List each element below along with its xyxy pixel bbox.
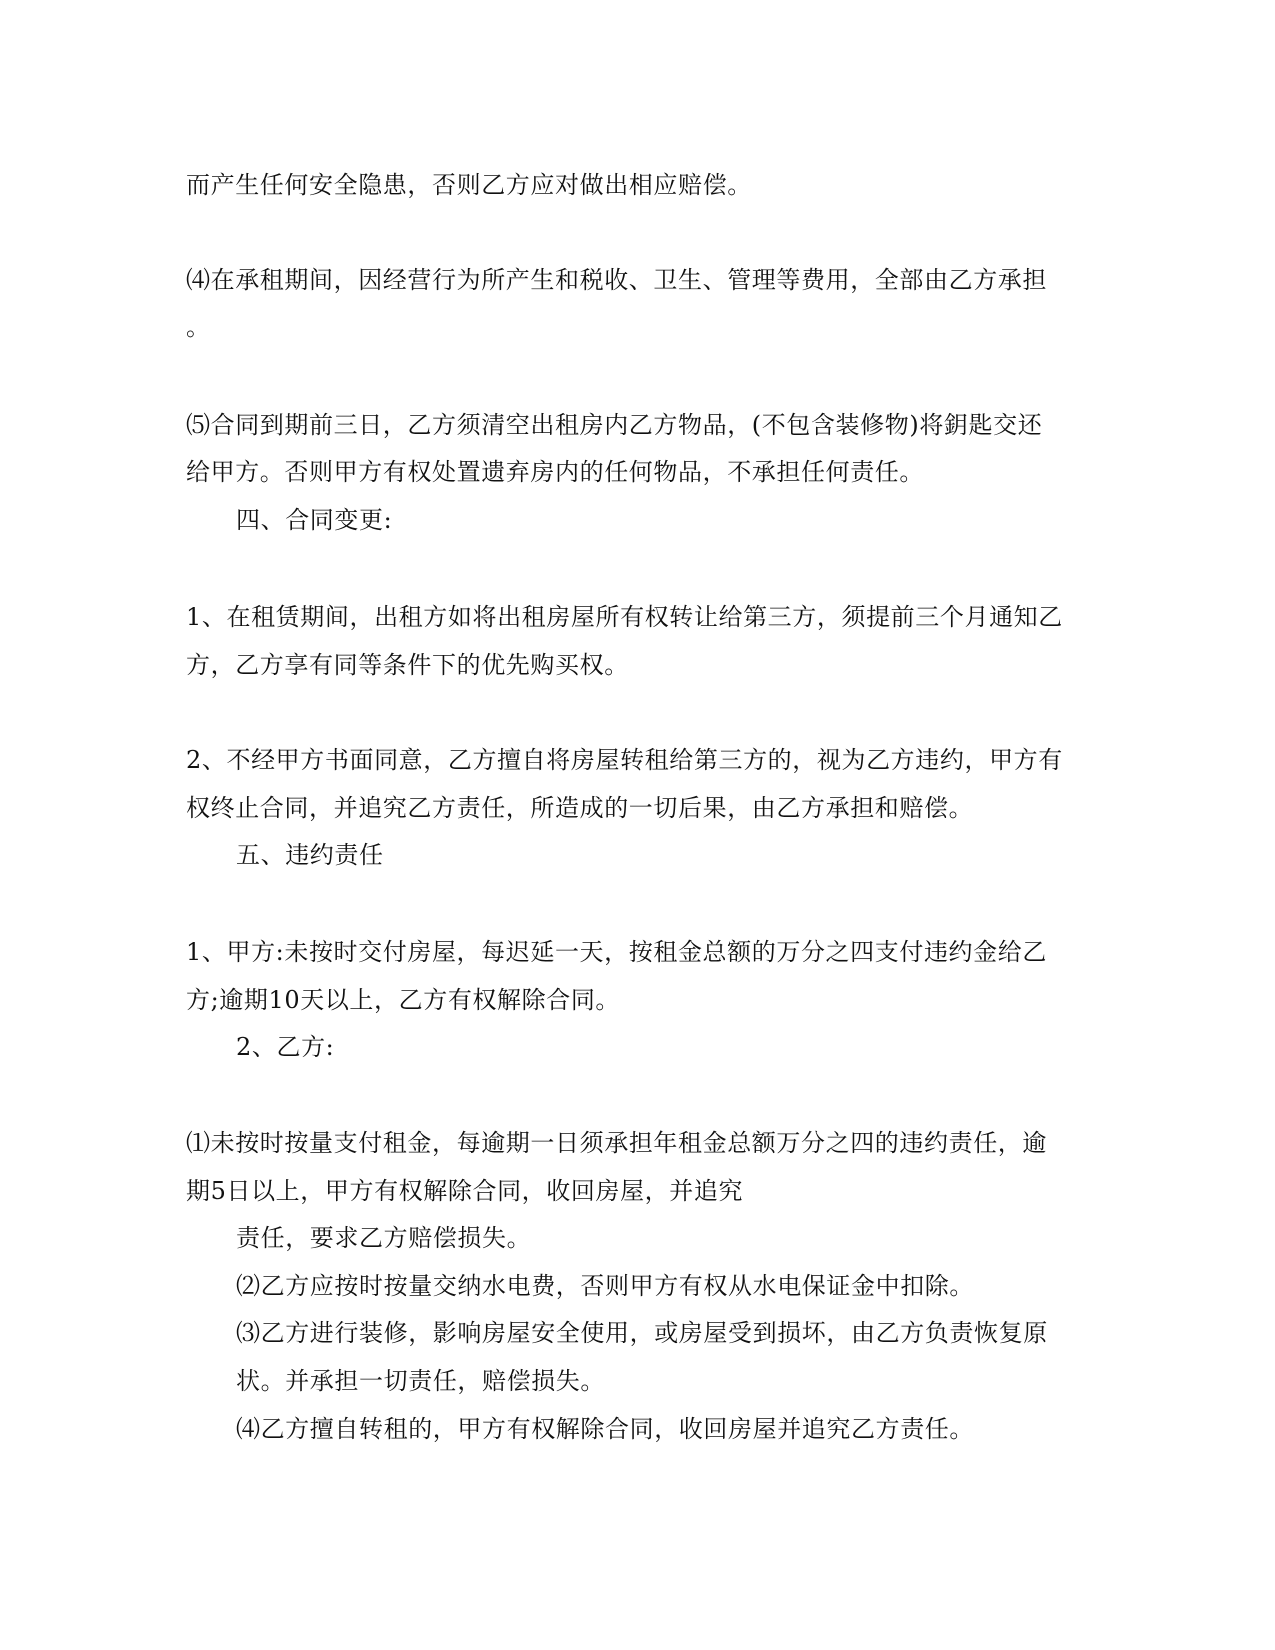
text-line: 而产生任何安全隐患，否则乙方应对做出相应赔偿。 xyxy=(186,171,752,199)
text-line: 责任，要求乙方赔偿损失。 xyxy=(236,1224,532,1252)
section-heading: 四、合同变更: xyxy=(236,506,393,534)
text-line: ⑶乙方进行装修，影响房屋安全使用，或房屋受到损坏，由乙方负责恢复原 xyxy=(236,1319,1048,1347)
text-line: ⑸合同到期前三日，乙方须清空出租房内乙方物品，(不包含装修物)将鈅匙交还 xyxy=(186,411,1043,439)
text-line: 1、在租赁期间，出租方如将出租房屋所有权转让给第三方，须提前三个月通知乙 xyxy=(186,603,1063,631)
text-line: ⑷在承租期间，因经营行为所产生和税收、卫生、管理等费用，全部由乙方承担 xyxy=(186,266,1047,294)
section-heading: 五、违约责任 xyxy=(236,841,384,869)
text-line: 方，乙方享有同等条件下的优先购买权。 xyxy=(186,651,629,679)
text-line: 方;逾期10天以上，乙方有权解除合同。 xyxy=(186,986,621,1014)
text-line: 权终止合同，并追究乙方责任，所造成的一切后果，由乙方承担和赔偿。 xyxy=(186,794,974,822)
text-line: 给甲方。否则甲方有权处置遗弃房内的任何物品，不承担任何责任。 xyxy=(186,458,924,486)
text-line: ⑴未按时按量支付租金，每逾期一日须承担年租金总额万分之四的违约责任，逾 xyxy=(186,1129,1047,1157)
text-line: 期5日以上，甲方有权解除合同，收回房屋，并追究 xyxy=(186,1177,744,1205)
text-line: 。 xyxy=(186,313,211,341)
text-line: 2、不经甲方书面同意，乙方擅自将房屋转租给第三方的，视为乙方违约，甲方有 xyxy=(186,746,1063,774)
text-line: ⑷乙方擅自转租的，甲方有权解除合同，收回房屋并追究乙方责任。 xyxy=(236,1415,974,1443)
text-line: ⑵乙方应按时按量交纳水电费，否则甲方有权从水电保证金中扣除。 xyxy=(236,1272,974,1300)
text-line: 状。并承担一切责任，赔偿损失。 xyxy=(236,1367,605,1395)
subsection-heading: 2、乙方: xyxy=(236,1033,335,1061)
text-line: 1、甲方:未按时交付房屋，每迟延一天，按租金总额的万分之四支付违约金给乙 xyxy=(186,938,1047,966)
